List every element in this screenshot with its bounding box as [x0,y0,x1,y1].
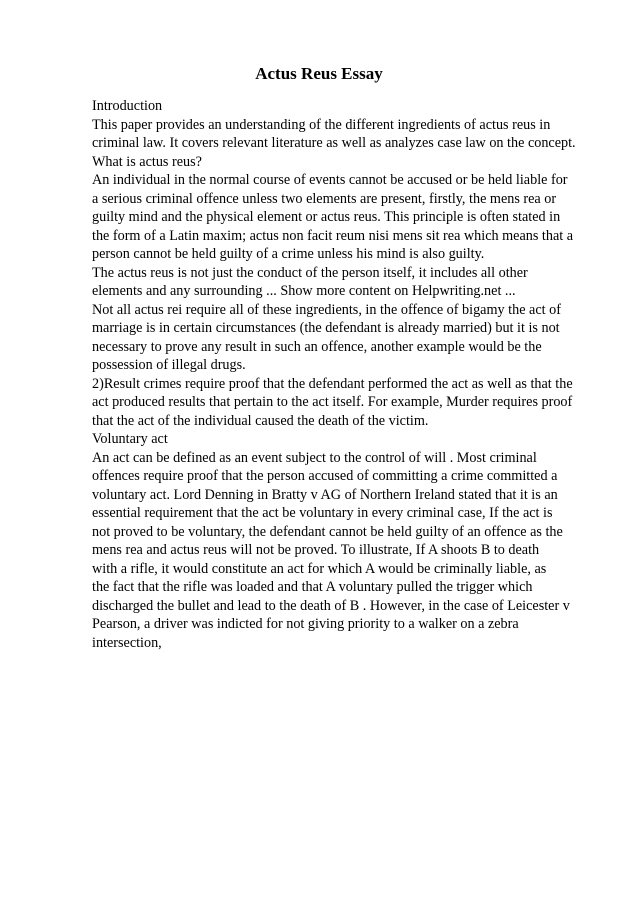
text-line: guilty mind and the physical element or actus reus. This principle is often stated in [92,209,561,225]
text-line: possession of illegal drugs. [92,357,246,373]
text-line: necessary to prove any result in such an offence, another example would be the [92,338,542,355]
text-line: act produced results that pertain to the act itself. For example, Murder requires proof [92,394,573,410]
text-line: Not all actus rei require all of these ingredients, in the offence of bigamy the act of [92,301,561,318]
text-line: a serious criminal offence unless two elements are present, firstly, the mens rea or [92,190,557,207]
text-line: elements and any surrounding ... Show more content on Helpwriting.net ... [92,283,516,299]
text-line: This paper provides an understanding of the different ingredients of actus reus in [92,116,551,133]
text-line: Pearson, a driver was indicted for not giving priority to a walker on a zebra [92,616,519,632]
text-line: that the act of the individual caused the death of the victim. [92,412,429,429]
text-line: 2)Result crimes require proof that the defendant performed the act as well as that the [92,375,573,392]
text-line: voluntary act. Lord Denning in Bratty v AG of Northern Ireland stated that it is an [92,486,558,503]
text-line: An act can be defined as an event subject to the control of will . Most criminal [92,449,537,466]
text-line: criminal law. It covers relevant literature as well as analyzes case law on the concept. [92,135,576,151]
text-line: marriage is in certain circumstances (the defendant is already married) but it is not [92,320,560,336]
text-line: not proved to be voluntary, the defendant cannot be held guilty of an offence as the [92,523,563,540]
text-line: discharged the bullet and lead to the death of B . However, in the case of Leicester v [92,597,570,614]
text-line: with a rifle, it would constitute an act for which A would be criminally liable, as [92,560,547,577]
text-line: the form of a Latin maxim; actus non facit reum nisi mens sit rea which means that a [92,227,574,244]
text-line: offences require proof that the person accused of committing a crime committed a [92,468,558,484]
document-body [92,97,592,652]
text-line: The actus reus is not just the conduct of the person itself, it includes all other [92,264,528,281]
document-title: Actus Reus Essay [255,64,383,83]
text-line: An individual in the normal course of events cannot be accused or be held liable for [92,172,568,188]
text-line: intersection, [92,634,162,651]
text-line: person cannot be held guilty of a crime unless his mind is also guilty. [92,246,485,262]
text-line: Introduction [92,98,163,114]
text-line: the fact that the rifle was loaded and that A voluntary pulled the trigger which [92,579,533,595]
text-line: mens rea and actus reus will not be proved. To illustrate, If A shoots B to death [92,542,540,558]
text-line: essential requirement that the act be voluntary in every criminal case, If the act is [92,505,553,521]
text-line: Voluntary act [92,431,168,447]
text-line: What is actus reus? [92,153,202,170]
